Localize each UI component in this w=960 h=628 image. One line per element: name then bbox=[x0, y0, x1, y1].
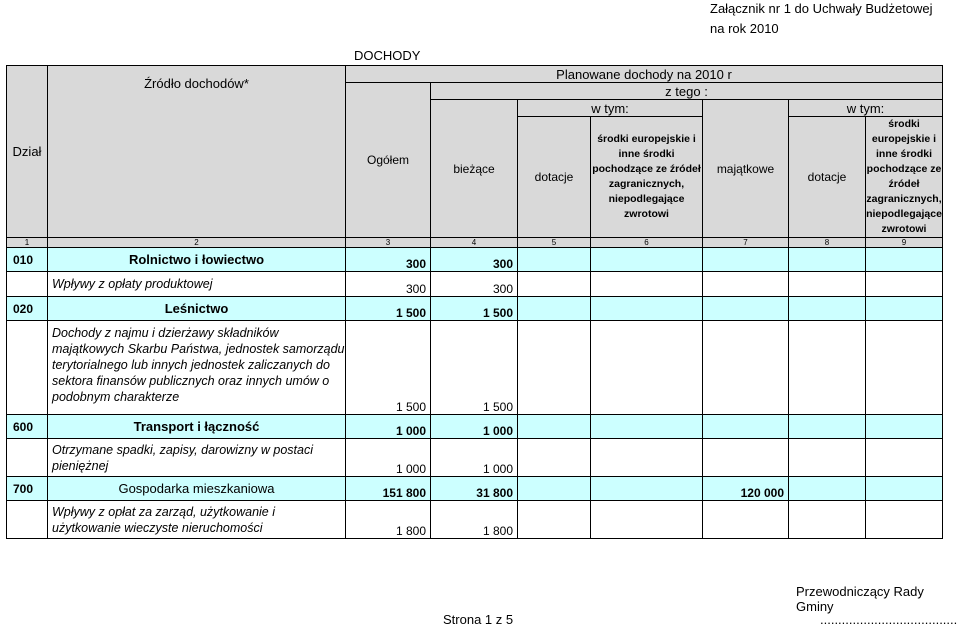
item-ogolem: 1 000 bbox=[346, 439, 431, 477]
section-row bbox=[7, 248, 943, 272]
header-dotacje-2: dotacje bbox=[789, 117, 866, 238]
section-name: Gospodarka mieszkaniowa bbox=[48, 477, 346, 501]
section-ogolem: 151 800 bbox=[346, 477, 431, 501]
section-code: 700 bbox=[7, 477, 48, 501]
header-majatkowe: majątkowe bbox=[703, 100, 789, 238]
column-number: 1 bbox=[7, 238, 48, 248]
section-code: 020 bbox=[7, 297, 48, 321]
section-majatkowe bbox=[703, 248, 789, 272]
item-ogolem: 300 bbox=[346, 272, 431, 297]
item-row bbox=[7, 321, 943, 415]
section-biezace: 1 500 bbox=[431, 297, 518, 321]
header-w-tym-1: w tym: bbox=[518, 100, 703, 117]
section-ogolem: 300 bbox=[346, 248, 431, 272]
section-name: Leśnictwo bbox=[48, 297, 346, 321]
column-number: 8 bbox=[789, 238, 866, 248]
item-biezace: 300 bbox=[431, 272, 518, 297]
header-srodki-2: środki europejskie i inne środki pochodzące ze źródeł zagranicznych, niepodlegające zwrotowi bbox=[866, 117, 943, 238]
item-row bbox=[7, 501, 943, 539]
header-planowane: Planowane dochody na 2010 r bbox=[346, 66, 943, 83]
item-ogolem: 1 500 bbox=[346, 321, 431, 415]
budget-table bbox=[6, 65, 943, 539]
item-biezace: 1 000 bbox=[431, 439, 518, 477]
item-ogolem: 1 800 bbox=[346, 501, 431, 539]
page-number: Strona 1 z 5 bbox=[443, 612, 514, 627]
attachment-line2: na rok 2010 bbox=[710, 21, 779, 36]
header-ogolem: Ogółem bbox=[346, 83, 431, 238]
column-number: 7 bbox=[703, 238, 789, 248]
header-zrodlo: Źródło dochodów* bbox=[48, 66, 346, 238]
section-biezace: 300 bbox=[431, 248, 518, 272]
attachment-line1: Załącznik nr 1 do Uchwały Budżetowej bbox=[710, 1, 933, 16]
header-z-tego: z tego : bbox=[431, 83, 943, 100]
section-row bbox=[7, 415, 943, 439]
section-code: 600 bbox=[7, 415, 48, 439]
signature-dots: ...................................... bbox=[820, 612, 958, 627]
item-description: Dochody z najmu i dzierżawy składników majątkowych Skarbu Państwa, jednostek samorządu terytorialnego lub innych jednostek zaliczanych do sektora finansów publicznych oraz innych umów o podobnym charakterze bbox=[48, 321, 346, 415]
item-description: Wpływy z opłaty produktowej bbox=[48, 272, 346, 297]
header-dotacje-1: dotacje bbox=[518, 117, 591, 238]
item-description: Otrzymane spadki, zapisy, darowizny w postaci pieniężnej bbox=[48, 439, 346, 477]
column-number: 3 bbox=[346, 238, 431, 248]
section-majatkowe bbox=[703, 297, 789, 321]
section-name: Transport i łączność bbox=[48, 415, 346, 439]
column-number-row bbox=[7, 238, 943, 248]
header-dzial: Dział bbox=[7, 66, 48, 238]
section-biezace: 31 800 bbox=[431, 477, 518, 501]
section-name: Rolnictwo i łowiectwo bbox=[48, 248, 346, 272]
item-biezace: 1 500 bbox=[431, 321, 518, 415]
section-majatkowe bbox=[703, 415, 789, 439]
column-number: 2 bbox=[48, 238, 346, 248]
section-title: DOCHODY bbox=[354, 48, 421, 63]
section-majatkowe: 120 000 bbox=[703, 477, 789, 501]
item-biezace: 1 800 bbox=[431, 501, 518, 539]
column-number: 6 bbox=[591, 238, 703, 248]
item-row bbox=[7, 439, 943, 477]
signature-label: Przewodniczący Rady Gminy bbox=[796, 584, 924, 614]
column-number: 9 bbox=[866, 238, 943, 248]
section-row bbox=[7, 477, 943, 501]
section-ogolem: 1 500 bbox=[346, 297, 431, 321]
section-biezace: 1 000 bbox=[431, 415, 518, 439]
header-biezace: bieżące bbox=[431, 100, 518, 238]
section-ogolem: 1 000 bbox=[346, 415, 431, 439]
column-number: 4 bbox=[431, 238, 518, 248]
header-w-tym-2: w tym: bbox=[789, 100, 943, 117]
header-srodki-1: środki europejskie i inne środki pochodzące ze źródeł zagranicznych, niepodlegające zwrotowi bbox=[591, 117, 703, 238]
item-description: Wpływy z opłat za zarząd, użytkowanie i użytkowanie wieczyste nieruchomości bbox=[48, 501, 346, 539]
item-row bbox=[7, 272, 943, 297]
section-row bbox=[7, 297, 943, 321]
column-number: 5 bbox=[518, 238, 591, 248]
section-code: 010 bbox=[7, 248, 48, 272]
